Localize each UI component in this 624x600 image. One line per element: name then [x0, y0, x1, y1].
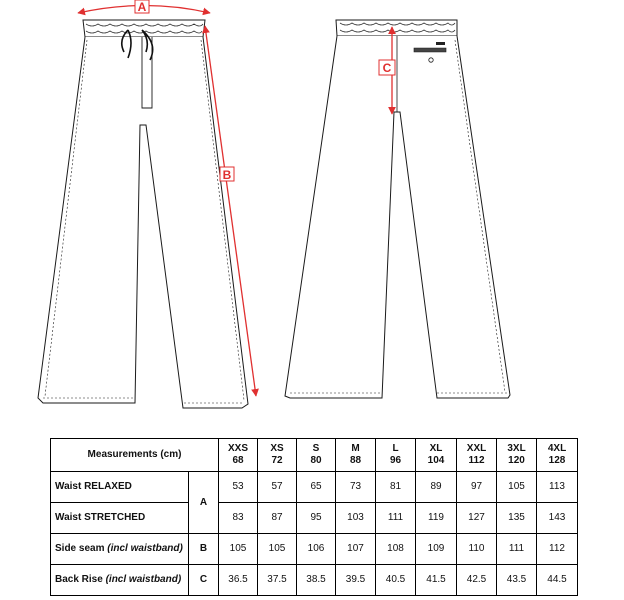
table-cell: 44.5	[537, 565, 578, 596]
table-cell: 109	[416, 534, 457, 565]
table-cell: 108	[376, 534, 416, 565]
table-cell: 53	[219, 472, 258, 503]
table-cell: 97	[457, 472, 497, 503]
table-cell: 105	[497, 472, 537, 503]
table-row-back-rise	[51, 565, 578, 596]
table-cell: 143	[537, 503, 578, 534]
row-label: Back Rise (incl waistband)	[51, 565, 189, 596]
front-outline	[38, 37, 248, 408]
table-cell: 111	[376, 503, 416, 534]
table-cell: 95	[297, 503, 336, 534]
table-cell: 119	[416, 503, 457, 534]
table-cell: 36.5	[219, 565, 258, 596]
table-cell: 105	[219, 534, 258, 565]
table-cell: 57	[258, 472, 297, 503]
row-letter-a: A	[189, 472, 219, 534]
back-label-tab	[436, 42, 445, 45]
table-cell: 135	[497, 503, 537, 534]
table-cell: 111	[497, 534, 537, 565]
size-header: XXS 68	[219, 439, 258, 472]
front-view-trousers	[38, 20, 248, 408]
back-view-trousers	[285, 20, 510, 398]
table-cell: 42.5	[457, 565, 497, 596]
table-cell: 107	[336, 534, 376, 565]
row-label: Waist RELAXED	[51, 472, 189, 503]
table-cell: 105	[258, 534, 297, 565]
table-cell: 110	[457, 534, 497, 565]
table-cell: 113	[537, 472, 578, 503]
table-cell: 40.5	[376, 565, 416, 596]
table-cell: 38.5	[297, 565, 336, 596]
size-header: XS 72	[258, 439, 297, 472]
row-label: Waist STRETCHED	[51, 503, 189, 534]
dimension-b-label: B	[222, 168, 232, 182]
back-outline	[285, 36, 510, 398]
table-cell: 81	[376, 472, 416, 503]
dimension-a-label: A	[137, 0, 147, 14]
row-letter-c: C	[189, 565, 219, 596]
back-waistband	[336, 20, 457, 36]
table-cell: 87	[258, 503, 297, 534]
table-cell: 39.5	[336, 565, 376, 596]
table-row-side-seam	[51, 534, 578, 565]
table-cell: 65	[297, 472, 336, 503]
row-label: Side seam (incl waistband)	[51, 534, 189, 565]
table-cell: 83	[219, 503, 258, 534]
table-cell: 127	[457, 503, 497, 534]
size-header: L 96	[376, 439, 416, 472]
table-cell: 106	[297, 534, 336, 565]
table-cell: 103	[336, 503, 376, 534]
table-cell: 37.5	[258, 565, 297, 596]
table-header-row	[51, 439, 578, 472]
table-cell: 89	[416, 472, 457, 503]
dimension-a	[78, 0, 210, 14]
table-row-waist-relaxed	[51, 472, 578, 503]
size-header: S 80	[297, 439, 336, 472]
size-header: XXL 112	[457, 439, 497, 472]
back-pocket-welt	[414, 48, 446, 52]
size-header: XL 104	[416, 439, 457, 472]
size-chart-table	[50, 438, 578, 596]
header-measurements-cell: Measurements (cm)	[51, 439, 219, 472]
row-letter-b: B	[189, 534, 219, 565]
front-waistband	[83, 20, 205, 37]
table-cell: 73	[336, 472, 376, 503]
table-cell: 112	[537, 534, 578, 565]
table-cell: 41.5	[416, 565, 457, 596]
table-row-waist-stretched	[51, 503, 578, 534]
size-header: M 88	[336, 439, 376, 472]
dimension-c-label: C	[382, 61, 392, 75]
size-header: 3XL 120	[497, 439, 537, 472]
size-header: 4XL 128	[537, 439, 578, 472]
table-cell: 43.5	[497, 565, 537, 596]
